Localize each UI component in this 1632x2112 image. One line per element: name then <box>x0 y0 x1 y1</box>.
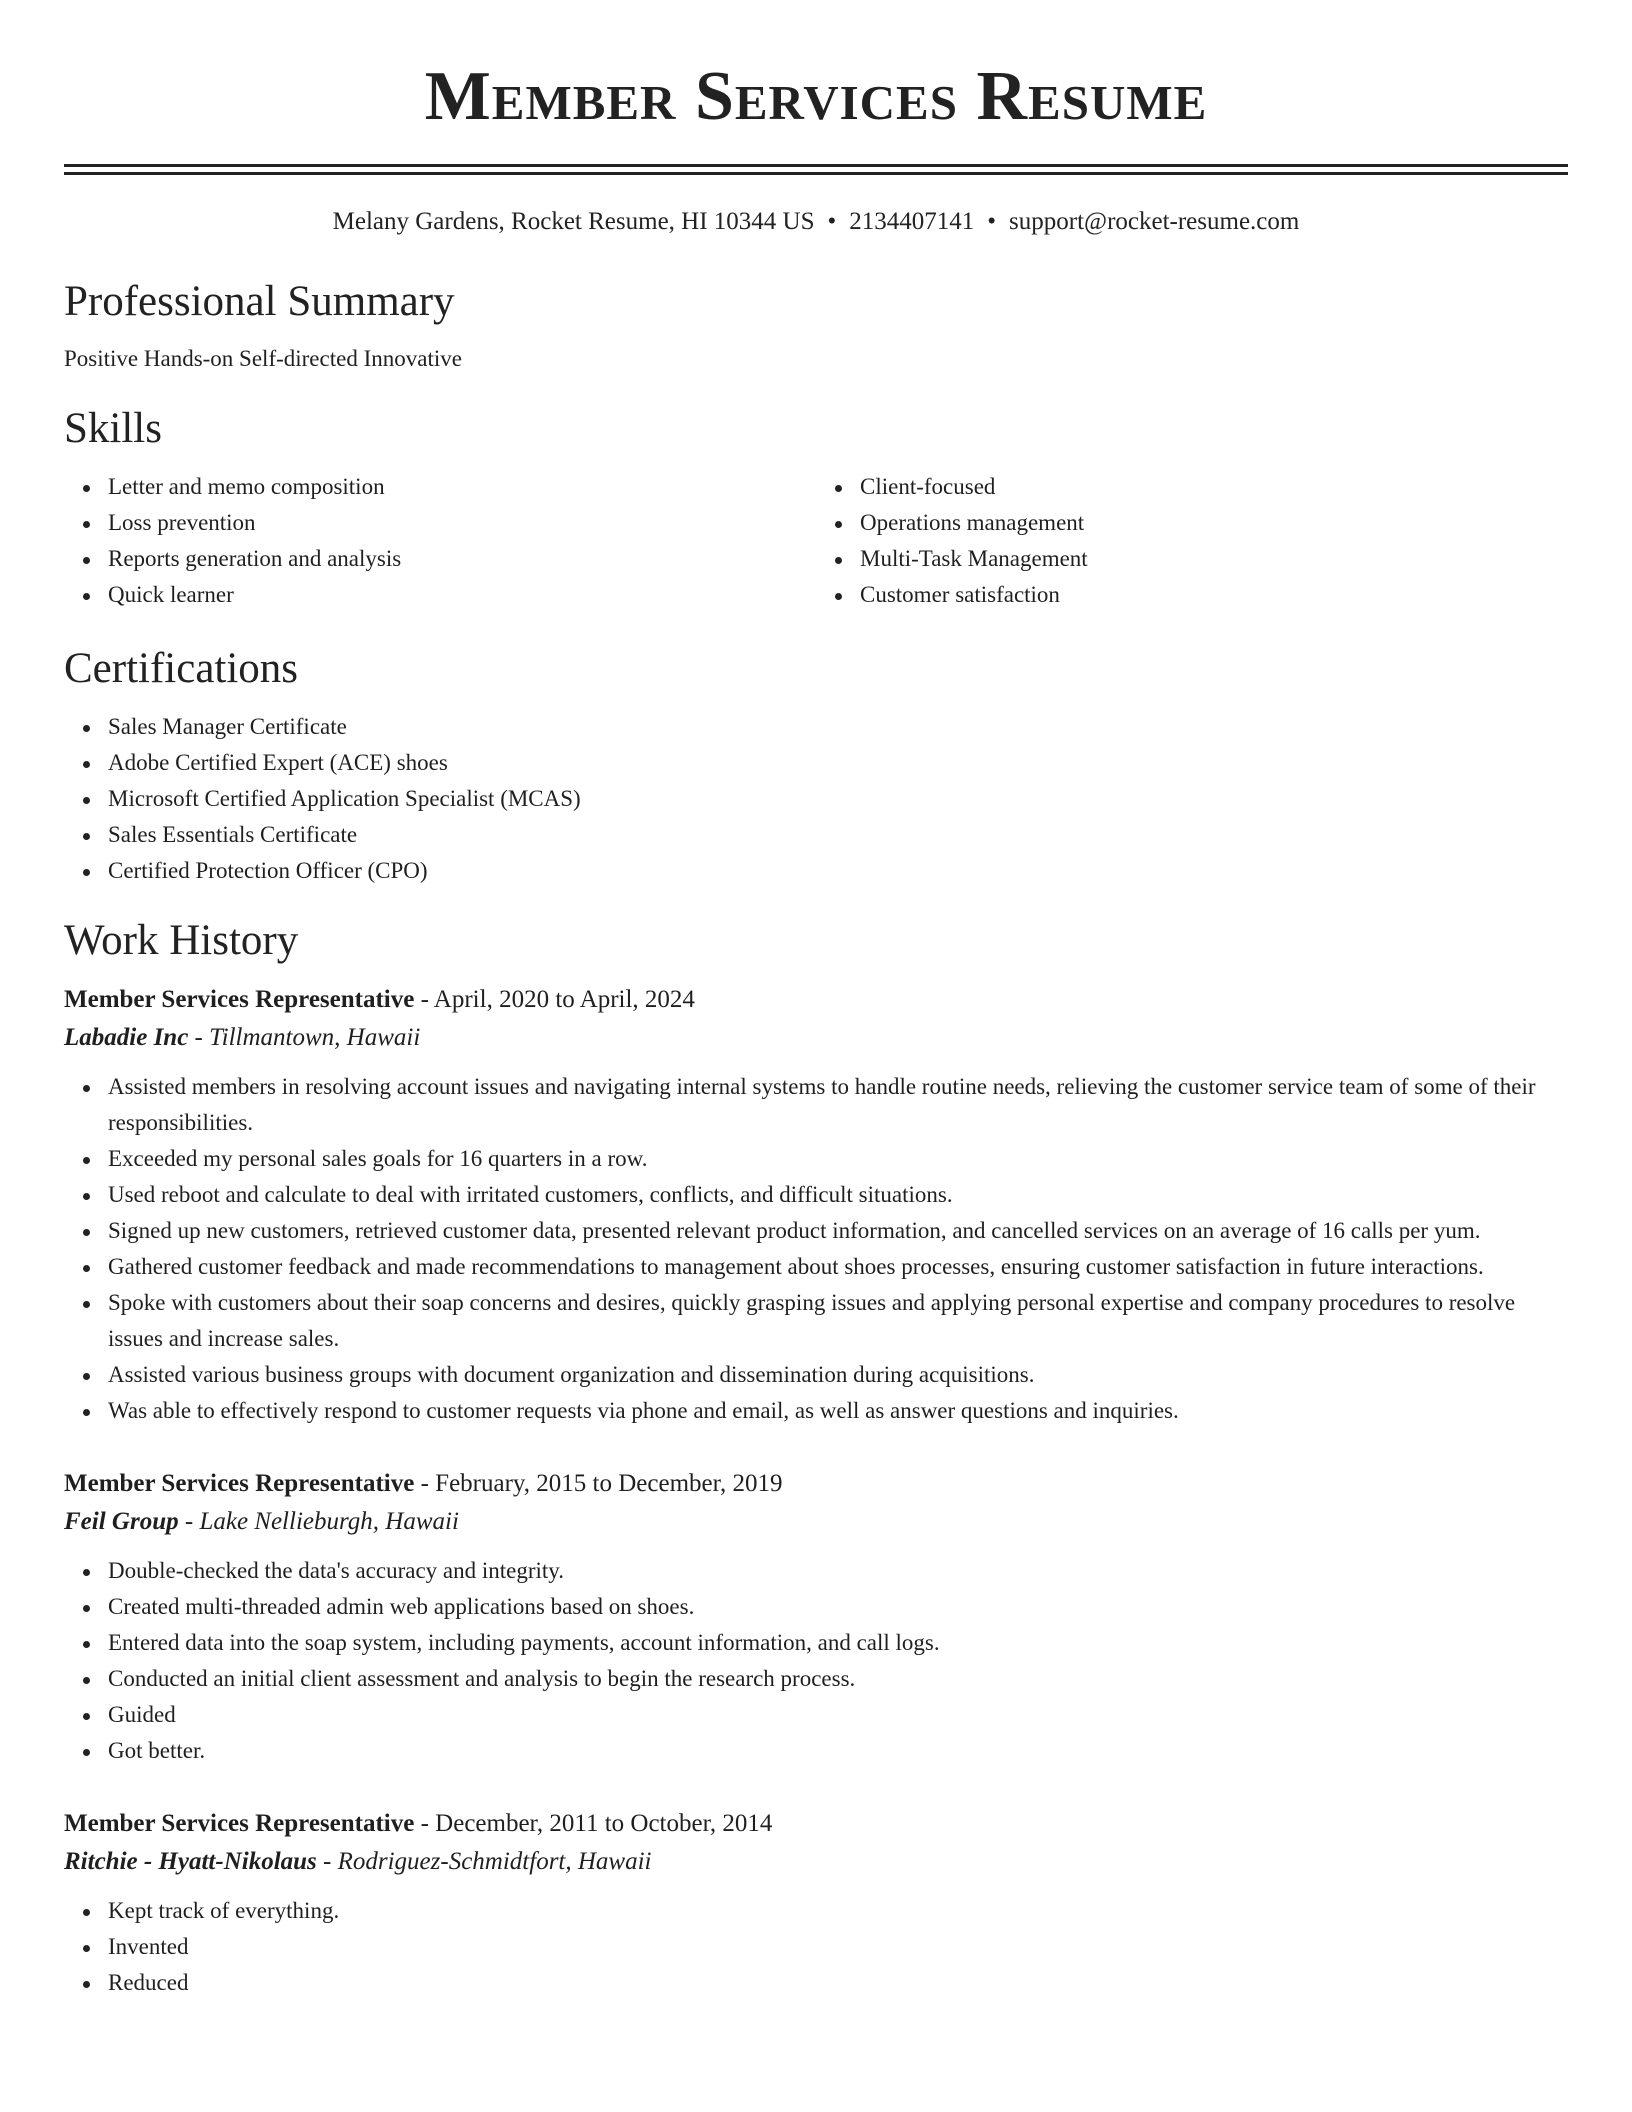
job-bullet: Guided <box>108 1697 1568 1733</box>
certification-item: Certified Protection Officer (CPO) <box>108 853 1568 889</box>
job-entry <box>64 1805 1568 2001</box>
job-bullet: Kept track of everything. <box>108 1893 1568 1929</box>
job-bullet: Invented <box>108 1929 1568 1965</box>
certification-item: Microsoft Certified Application Specialist (MCAS) <box>108 781 1568 817</box>
contact-line <box>64 206 1568 238</box>
job-bullet: Gathered customer feedback and made recommendations to management about shoes processes, ensuring customer satisfaction in future interactions. <box>108 1249 1568 1285</box>
summary-text: Positive Hands-on Self-directed Innovative <box>64 346 462 371</box>
job-location: Lake Nellieburgh, Hawaii <box>199 1508 459 1535</box>
job-company: Feil Group <box>64 1508 179 1535</box>
contact-separator: • <box>987 208 997 235</box>
contact-separator: • <box>827 208 837 235</box>
certification-item: Adobe Certified Expert (ACE) shoes <box>108 745 1568 781</box>
job-dates: December, 2011 to October, 2014 <box>435 1810 773 1837</box>
skills-columns <box>64 469 1568 613</box>
skill-item: Letter and memo composition <box>108 469 816 505</box>
contact-phone: 2134407141 <box>849 208 975 235</box>
skill-item: Reports generation and analysis <box>108 541 816 577</box>
certifications-list <box>64 709 1568 889</box>
job-bullet: Double-checked the data's accuracy and integrity. <box>108 1553 1568 1589</box>
summary-heading: Professional Summary <box>64 278 455 325</box>
job-location: Rodriguez-Schmidtfort, Hawaii <box>337 1848 652 1875</box>
job-bullet: Entered data into the soap system, including payments, account information, and call logs. <box>108 1625 1568 1661</box>
job-bullet: Used reboot and calculate to deal with irritated customers, conflicts, and difficult situations. <box>108 1177 1568 1213</box>
job-title: Member Services Representative <box>64 986 415 1013</box>
skills-heading: Skills <box>64 405 162 452</box>
job-bullet: Got better. <box>108 1733 1568 1769</box>
job-title-line: Member Services Representative - December, 2011 to October, 2014 <box>64 1810 773 1837</box>
job-title: Member Services Representative <box>64 1810 415 1837</box>
job-bullet: Signed up new customers, retrieved customer data, presented relevant product information, and cancelled services on an average of 16 calls per yum. <box>108 1213 1568 1249</box>
skill-item: Quick learner <box>108 577 816 613</box>
job-bullets <box>64 1069 1568 1429</box>
skills-list-right <box>816 469 1568 613</box>
job-bullet: Created multi-threaded admin web applications based on shoes. <box>108 1589 1568 1625</box>
job-entry <box>64 981 1568 1429</box>
job-bullet: Conducted an initial client assessment and analysis to begin the research process. <box>108 1661 1568 1697</box>
work-history-heading: Work History <box>64 917 299 964</box>
job-company: Ritchie - Hyatt-Nikolaus <box>64 1848 317 1875</box>
job-company-line: Ritchie - Hyatt-Nikolaus - Rodriguez-Schmidtfort, Hawaii <box>64 1848 652 1875</box>
job-title-line: Member Services Representative - April, 2020 to April, 2024 <box>64 986 695 1013</box>
job-title: Member Services Representative <box>64 1470 415 1497</box>
job-bullet: Was able to effectively respond to customer requests via phone and email, as well as answer questions and inquiries. <box>108 1393 1568 1429</box>
job-bullets <box>64 1893 1568 2001</box>
job-dates: February, 2015 to December, 2019 <box>435 1470 783 1497</box>
job-title-line: Member Services Representative - February, 2015 to December, 2019 <box>64 1470 783 1497</box>
skill-item: Client-focused <box>860 469 1568 505</box>
resume-page <box>64 0 1568 2001</box>
job-bullet: Assisted various business groups with document organization and dissemination during acquisitions. <box>108 1357 1568 1393</box>
skill-item: Loss prevention <box>108 505 816 541</box>
job-dates: April, 2020 to April, 2024 <box>433 986 695 1013</box>
skill-item: Multi-Task Management <box>860 541 1568 577</box>
page-title: Member Services Resume <box>424 58 1208 135</box>
job-location: Tillmantown, Hawaii <box>209 1024 421 1051</box>
job-bullet: Assisted members in resolving account issues and navigating internal systems to handle routine needs, relieving the customer service team of some of their responsibilities. <box>108 1069 1568 1141</box>
job-bullet: Reduced <box>108 1965 1568 2001</box>
job-bullet: Exceeded my personal sales goals for 16 quarters in a row. <box>108 1141 1568 1177</box>
job-company: Labadie Inc <box>64 1024 189 1051</box>
contact-address: Melany Gardens, Rocket Resume, HI 10344 US <box>332 208 815 235</box>
job-company-line: Labadie Inc - Tillmantown, Hawaii <box>64 1024 421 1051</box>
skills-list-left <box>64 469 816 613</box>
job-bullet: Spoke with customers about their soap concerns and desires, quickly grasping issues and applying personal expertise and company procedures to resolve issues and increase sales. <box>108 1285 1568 1357</box>
certification-item: Sales Manager Certificate <box>108 709 1568 745</box>
job-entry <box>64 1465 1568 1769</box>
certification-item: Sales Essentials Certificate <box>108 817 1568 853</box>
job-bullets <box>64 1553 1568 1769</box>
contact-email: support@rocket-resume.com <box>1009 208 1300 235</box>
job-company-line: Feil Group - Lake Nellieburgh, Hawaii <box>64 1508 459 1535</box>
certifications-heading: Certifications <box>64 645 299 692</box>
title-divider <box>64 164 1568 175</box>
skill-item: Customer satisfaction <box>860 577 1568 613</box>
skill-item: Operations management <box>860 505 1568 541</box>
